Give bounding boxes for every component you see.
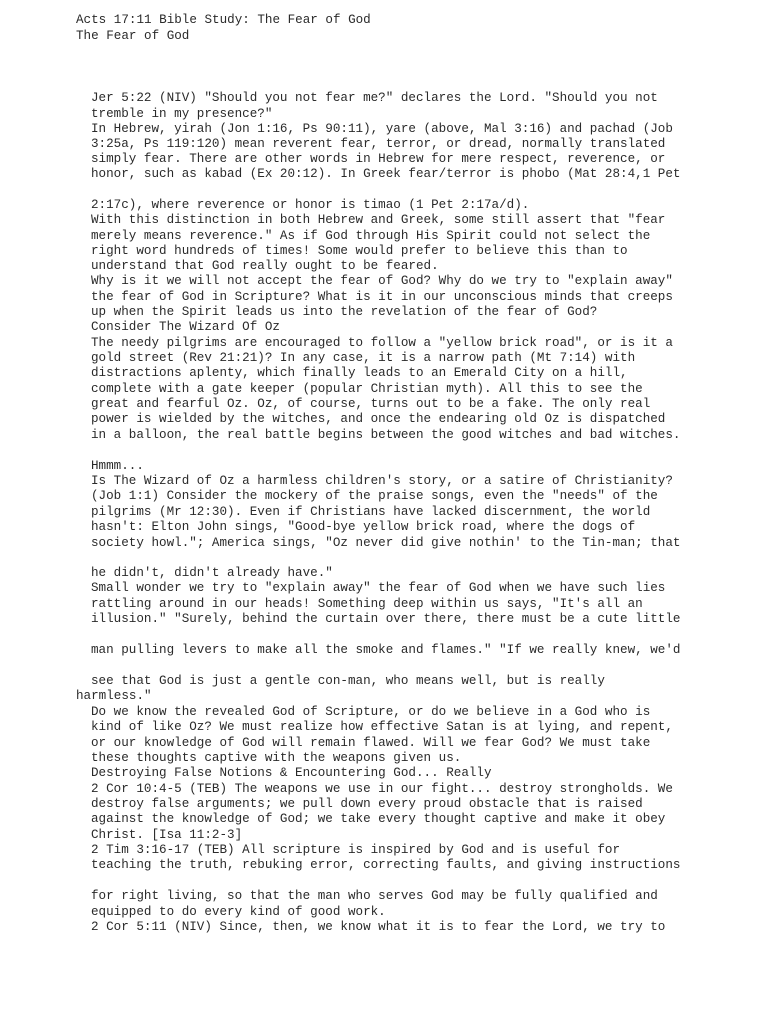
text-line: destroy false arguments; we pull down every proud obstacle that is raised: [91, 797, 643, 811]
text-line: pilgrims (Mr 12:30). Even if Christians have lacked discernment, the world: [91, 505, 651, 519]
section-heading: Destroying False Notions & Encountering God... Really: [91, 766, 492, 780]
doc-header-title: Acts 17:11 Bible Study: The Fear of God: [76, 13, 371, 27]
text-line: power is wielded by the witches, and once the endearing old Oz is dispatched: [91, 412, 666, 426]
text-line: 2 Cor 10:4-5 (TEB) The weapons we use in our fight... destroy strongholds. We: [91, 782, 673, 796]
text-line: understand that God really ought to be feared.: [91, 259, 439, 273]
text-line: equipped to do every kind of good work.: [91, 905, 386, 919]
doc-header-subtitle: The Fear of God: [76, 29, 190, 43]
text-line: these thoughts captive with the weapons given us.: [91, 751, 462, 765]
text-line: hasn't: Elton John sings, "Good-bye yellow brick road, where the dogs of: [91, 520, 636, 534]
text-line: distractions aplenty, which finally leads to an Emerald City on a hill,: [91, 366, 628, 380]
text-line: 2 Cor 5:11 (NIV) Since, then, we know what it is to fear the Lord, we try to: [91, 920, 666, 934]
text-line: for right living, so that the man who serves God may be fully qualified and: [91, 889, 658, 903]
text-line: Do we know the revealed God of Scripture, or do we believe in a God who is: [91, 705, 651, 719]
text-line: in a balloon, the real battle begins between the good witches and bad witches.: [91, 428, 681, 442]
text-line: man pulling levers to make all the smoke and flames." "If we really knew, we'd: [91, 643, 681, 657]
text-line: 2 Tim 3:16-17 (TEB) All scripture is inspired by God and is useful for: [91, 843, 621, 857]
text-line: Small wonder we try to "explain away" the fear of God when we have such lies: [91, 581, 666, 595]
text-line: he didn't, didn't already have.": [91, 566, 333, 580]
text-line: 3:25a, Ps 119:120) mean reverent fear, terror, or dread, normally translated: [91, 137, 666, 151]
text-line: 2:17c), where reverence or honor is timao (1 Pet 2:17a/d).: [91, 198, 530, 212]
text-line: gold street (Rev 21:21)? In any case, it is a narrow path (Mt 7:14) with: [91, 351, 636, 365]
text-line: kind of like Oz? We must realize how effective Satan is at lying, and repent,: [91, 720, 673, 734]
text-line: Why is it we will not accept the fear of God? Why do we try to "explain away": [91, 274, 673, 288]
text-line: against the knowledge of God; we take every thought captive and make it obey: [91, 812, 666, 826]
text-line: rattling around in our heads! Something deep within us says, "It's all an: [91, 597, 643, 611]
section-heading: Consider The Wizard Of Oz: [91, 320, 280, 334]
text-line: great and fearful Oz. Oz, of course, turns out to be a fake. The only real: [91, 397, 651, 411]
text-line: or our knowledge of God will remain flawed. Will we fear God? We must take: [91, 736, 651, 750]
text-line: society howl."; America sings, "Oz never did give nothin' to the Tin-man; that: [91, 536, 681, 550]
text-line: simply fear. There are other words in Hebrew for mere respect, reverence, or: [91, 152, 666, 166]
text-line: (Job 1:1) Consider the mockery of the praise songs, even the "needs" of the: [91, 489, 658, 503]
text-line: teaching the truth, rebuking error, correcting faults, and giving instructions: [91, 858, 681, 872]
text-line: Hmmm...: [91, 459, 144, 473]
text-line: In Hebrew, yirah (Jon 1:16, Ps 90:11), yare (above, Mal 3:16) and pachad (Job: [91, 122, 673, 136]
text-line: the fear of God in Scripture? What is it in our unconscious minds that creeps: [91, 290, 673, 304]
text-line: harmless.": [76, 689, 152, 703]
text-line: up when the Spirit leads us into the revelation of the fear of God?: [91, 305, 598, 319]
text-line: With this distinction in both Hebrew and Greek, some still assert that "fear: [91, 213, 666, 227]
text-line: tremble in my presence?": [91, 107, 273, 121]
text-line: Is The Wizard of Oz a harmless children's story, or a satire of Christianity?: [91, 474, 673, 488]
text-line: see that God is just a gentle con-man, who means well, but is really: [91, 674, 605, 688]
text-line: merely means reverence." As if God through His Spirit could not select the: [91, 229, 651, 243]
text-line: illusion." "Surely, behind the curtain over there, there must be a cute little: [91, 612, 681, 626]
text-line: complete with a gate keeper (popular Christian myth). All this to see the: [91, 382, 643, 396]
text-line: Christ. [Isa 11:2-3]: [91, 828, 243, 842]
text-line: The needy pilgrims are encouraged to follow a "yellow brick road", or is it a: [91, 336, 673, 350]
text-line: Jer 5:22 (NIV) "Should you not fear me?" declares the Lord. "Should you not: [91, 91, 658, 105]
text-line: right word hundreds of times! Some would prefer to believe this than to: [91, 244, 628, 258]
text-line: honor, such as kabad (Ex 20:12). In Greek fear/terror is phobo (Mat 28:4,1 Pet: [91, 167, 681, 181]
